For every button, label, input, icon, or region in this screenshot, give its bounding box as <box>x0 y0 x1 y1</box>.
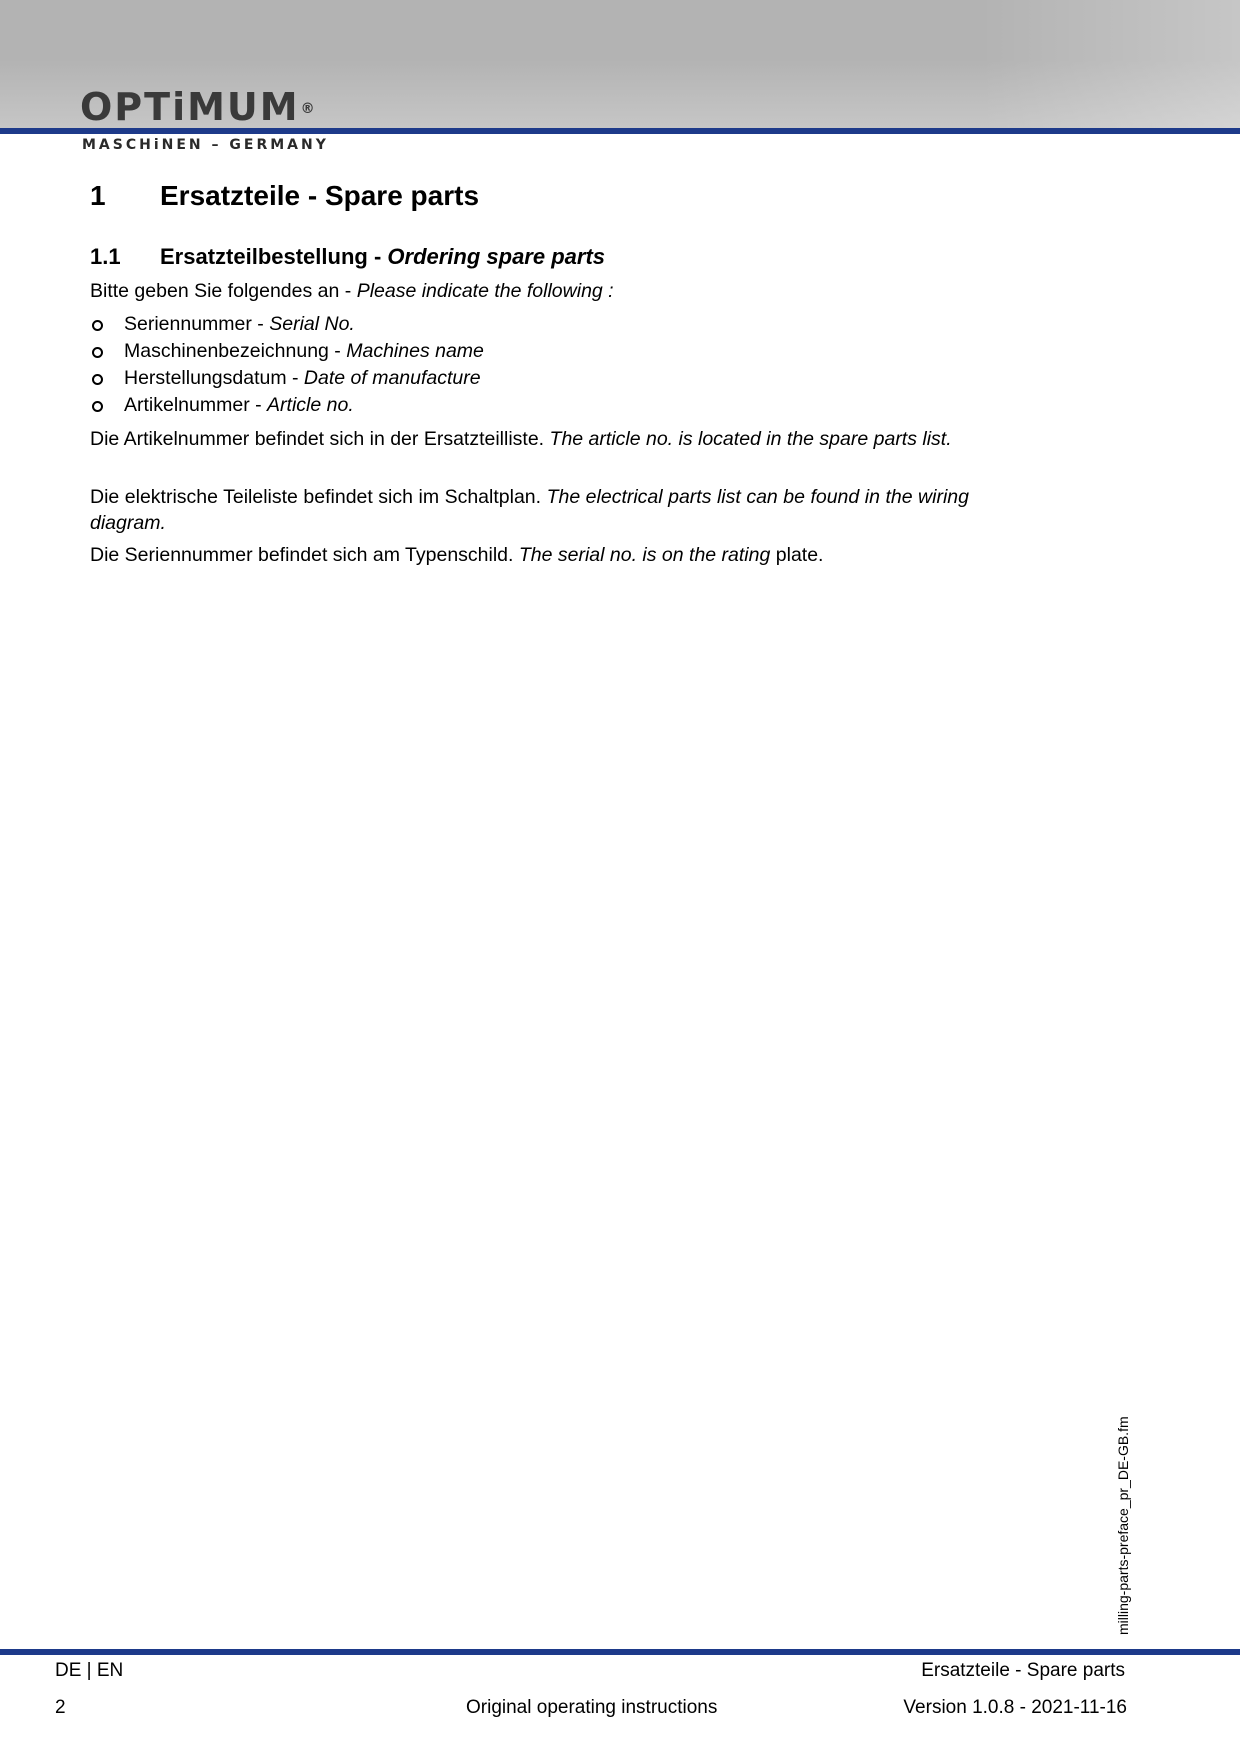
logo-text: OPTiMUM <box>80 85 300 129</box>
list-item-de: Maschinenbezeichnung - <box>124 340 347 362</box>
side-filename: milling-parts-preface_pr_DE-GB.fm <box>1115 1416 1131 1635</box>
subsection-number: 1.1 <box>90 244 121 269</box>
intro-text <box>90 278 614 304</box>
subsection-title <box>160 244 605 270</box>
list-item-en: Article no. <box>267 394 354 416</box>
circle-bullet-icon <box>92 401 103 412</box>
paragraph-article-number <box>90 426 969 452</box>
paragraph-serial-number <box>90 542 969 568</box>
footer-language: DE | EN <box>55 1660 124 1681</box>
footer-chapter: Ersatzteile - Spare parts <box>921 1660 1125 1681</box>
list-item <box>90 392 484 419</box>
section-title: Ersatzteile - Spare parts <box>160 180 480 211</box>
list-item <box>90 365 484 392</box>
list-item-en: Serial No. <box>269 313 355 335</box>
list-item-en: Machines name <box>346 340 484 362</box>
paragraph-electrical-parts <box>90 484 969 536</box>
logo-registered-mark: ® <box>300 101 317 117</box>
paragraph-tail: plate. <box>770 544 824 566</box>
list-item-en: Date of manufacture <box>303 367 481 389</box>
circle-bullet-icon <box>92 347 103 358</box>
company-logo <box>80 85 317 129</box>
footer-doc-type: Original operating instructions <box>466 1697 718 1718</box>
subsection-title-en: Ordering spare parts <box>387 244 606 269</box>
info-list <box>90 311 484 419</box>
intro-en: Please indicate the following : <box>356 280 614 302</box>
list-item-de: Seriennummer - <box>124 313 270 335</box>
list-item-de: Herstellungsdatum - <box>124 367 304 389</box>
paragraph-en: The serial no. is on the rating <box>518 544 771 566</box>
list-item <box>90 338 484 365</box>
circle-bullet-icon <box>92 320 103 331</box>
list-item <box>90 311 484 338</box>
paragraph-de: Die Artikelnummer befindet sich in der Ersatzteilliste. <box>90 428 550 450</box>
circle-bullet-icon <box>92 374 103 385</box>
section-number: 1 <box>90 180 106 211</box>
paragraph-de: Die Seriennummer befindet sich am Typenschild. <box>90 544 519 566</box>
paragraph-de: Die elektrische Teileliste befindet sich im Schaltplan. <box>90 486 547 508</box>
footer-rule <box>0 1649 1240 1655</box>
paragraph-en: The electrical parts list can be found in the wiring diagram. <box>90 486 969 534</box>
footer-version: Version 1.0.8 - 2021-11-16 <box>903 1697 1127 1718</box>
footer-page-number: 2 <box>55 1697 66 1718</box>
logo-subtitle: MASCHiNEN – GERMANY <box>82 137 329 153</box>
intro-de: Bitte geben Sie folgendes an - <box>90 280 357 302</box>
subsection-title-de: Ersatzteilbestellung - <box>160 244 388 269</box>
list-item-de: Artikelnummer - <box>124 394 268 416</box>
paragraph-en: The article no. is located in the spare parts list. <box>549 428 952 450</box>
